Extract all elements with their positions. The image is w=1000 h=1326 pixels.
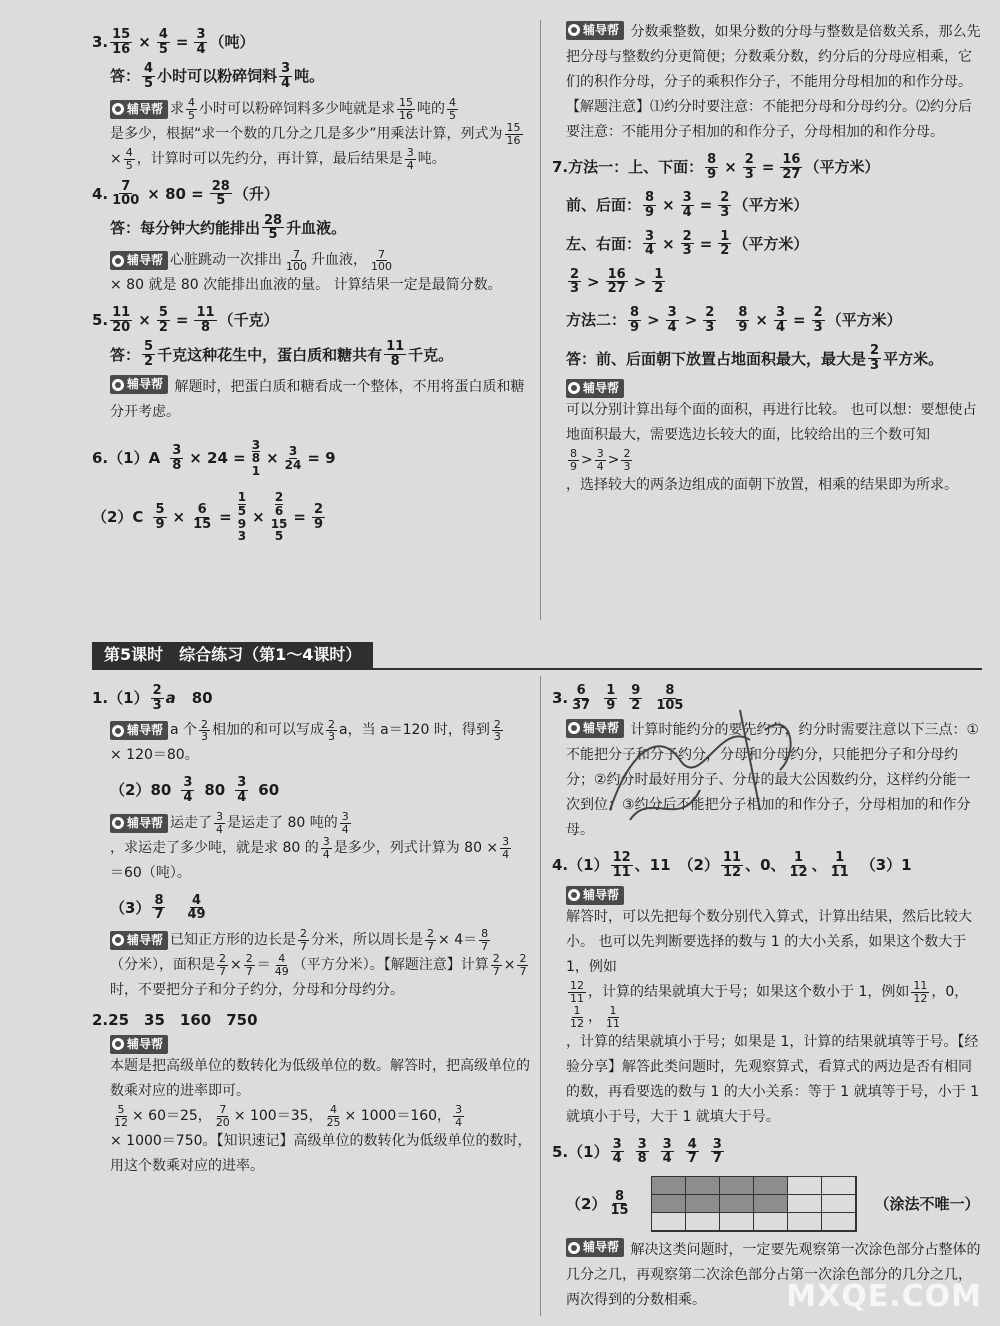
- hint-icon: [568, 722, 580, 734]
- q3-answer: 答： $\frac{4}{5}$ 小时可以粉碎饲料 $\frac{3}{4}$ 吨。: [110, 61, 325, 91]
- s1-q1-3-hint: 辅导帮 已知正方形的边长是 $\frac{2}{7}$ 分米，所以周长是 $\frac{2}{7}$ × 4＝ $\frac{8}{7}$ （分米），面积是 $\frac{2}{7}$ × $\frac{2}{7}$ ＝ $\frac{4}{49}$ （平方分米）。【解题注意】计算 $\frac{2}{7}$ × $\frac{2}{7}$ 时，不要把分子和分子约分，分母和分母约分。: [110, 927, 527, 998]
- grid-cell: [652, 1213, 686, 1231]
- section-header: [92, 640, 982, 670]
- fraction: $\frac{3}{4}$: [281, 61, 291, 91]
- s1-q1-3: （3） $\frac{8}{7}$ $\frac{4}{49}$: [110, 892, 206, 923]
- column-divider: [540, 20, 541, 620]
- column-divider-lower: [540, 676, 541, 1316]
- fraction: $\frac{15}{16}$: [112, 27, 131, 57]
- s1-q3: 3. $\frac{6}{37}$ $\frac{1}{9}$ $\frac{9}{2}$ $\frac{8}{105}$: [552, 683, 684, 713]
- s1-q1-1-hint: 辅导帮 a 个 $\frac{2}{3}$ 相加的和可以写成 $\frac{2}{3}$ a，当 a＝120 时，得到 $\frac{2}{3}$ × 120＝80。: [110, 717, 501, 764]
- fraction: $\frac{3}{4}$: [196, 27, 206, 57]
- hint-badge: 辅导帮: [110, 931, 168, 950]
- q6-part2: （2）C $\frac{5}{9}$ × $\frac{6}{15}$ = 1 5 9 3 × 2 6 15 5 = $\frac{2}{9}$: [92, 490, 324, 544]
- hint-badge: 辅导帮: [110, 100, 168, 119]
- hint-badge: 辅导帮: [566, 379, 624, 398]
- hint-badge: 辅导帮: [110, 721, 168, 740]
- q5-equation: 5. $\frac{11}{20}$ × $\frac{5}{2}$ = $\frac{11}{8}$ （千克）: [92, 305, 279, 335]
- q7-answer: 答：前、后面朝下放置占地面积最大，最大是 $\frac{2}{3}$ 平方米。: [566, 343, 944, 374]
- hint-icon: [568, 889, 580, 901]
- grid-cell: [822, 1195, 856, 1213]
- grid-cell: [754, 1213, 788, 1231]
- hint-badge: 辅导帮: [566, 719, 624, 738]
- grid-cell: [788, 1195, 822, 1213]
- grid-cell: [652, 1177, 686, 1195]
- right-bottom-column: [552, 676, 982, 1321]
- hint-icon: [568, 382, 580, 394]
- q3-hint: 辅导帮 求 $\frac{4}{5}$ 小时可以粉碎饲料多少吨就是求 $\frac{15}{16}$ 吨的 $\frac{4}{5}$ 是多少，根据“求一个数的几分之几是多少”用乘法计算，列式为 $\frac{15}{16}$ × $\frac{4}{5}$ ，计算时可以先约分，再计算，最后结果是 $\frac{3}{4}$ 吨。: [110, 96, 521, 172]
- grid-cell: [754, 1195, 788, 1213]
- fraction: $\frac{4}{5}$: [158, 27, 168, 57]
- hint-badge: 辅导帮: [566, 21, 624, 40]
- section-title: 第5课时 综合练习（第1～4课时）: [92, 642, 373, 668]
- grid-cell: [652, 1195, 686, 1213]
- grid-cell: [720, 1213, 754, 1231]
- s1-q1-1: 1.（1） $\frac{2}{3}$ a 80: [92, 683, 213, 713]
- q7-method2: 方法二： $\frac{8}{9}$ > $\frac{3}{4}$ > $\frac{2}{3}$ $\frac{8}{9}$ × $\frac{3}{4}$ = $\frac{2}{3}$ （平方米）: [566, 305, 902, 335]
- s1-q3-hint: 辅导帮 计算时能约分的要先约分，约分时需要注意以下三点：①不能把分子和分子约分，分母和分母约分，只能把分子和分母约分；②约分时最好用分子、分母的最大公因数约分，这样约分能一次到位；③约分后不能把分子相加的和作分子，分母相加的和作分母。: [566, 720, 980, 839]
- s1-q2: 2.25 35 160 750: [92, 1010, 258, 1029]
- hint-icon: [112, 934, 124, 946]
- right-top-column: [552, 20, 982, 506]
- grid-cell: [822, 1213, 856, 1231]
- q5-hint: 辅导帮 解题时，把蛋白质和糖看成一个整体，不用将蛋白质和糖分开考虑。: [110, 377, 525, 420]
- q7-compare: $\frac{2}{3}$ > $\frac{16}{27}$ > $\frac{1}{2}$: [570, 266, 664, 297]
- s1-q1-2: （2） 80 $\frac{3}{4}$ 80 $\frac{3}{4}$ 60: [110, 775, 280, 805]
- grid-cell: [788, 1177, 822, 1195]
- s1-q4: 4.（1） $\frac{12}{11}$ 、11 （2） $\frac{11}{12}$ 、0、 $\frac{1}{12}$ 、 $\frac{1}{11}$ （3）1: [552, 850, 912, 880]
- hint-badge: 辅导帮: [110, 1035, 168, 1054]
- hint-badge: 辅导帮: [110, 251, 168, 270]
- hint-icon: [112, 1038, 124, 1050]
- hint-icon: [112, 817, 124, 829]
- hint-icon: [112, 255, 124, 267]
- unit: （吨）: [209, 33, 255, 52]
- hint-icon: [112, 103, 124, 115]
- q6-part1: 6.（1）A $\frac{3}{8}$ × 24 = 3 8 1 × $\frac{3}{24}$ = 9: [92, 437, 336, 478]
- grid-cell: [754, 1177, 788, 1195]
- q6-hint: 辅导帮 分数乘整数，如果分数的分母与整数是倍数关系，那么先把分母与整数约分更简便；分数乘分数，约分后的分母应相乘，它们的积作分母，分子的乘积作分子，不能用分母相加的和作分母。【解题注意】⑴约分时要注意：不能把分母和分母约分。⑵约分后要注意：不能用分子相加的和作分子，分母相加的和作分母。: [566, 22, 981, 140]
- s1-q2-hint: 辅导帮 本题是把高级单位的数转化为低级单位的数。解答时，把高级单位的数乘对应的进率即可。 $\frac{5}{12}$ × 60＝25， $\frac{7}{20}$ × 100＝35， $\frac{4}{25}$ × 1000＝160， $\frac{3}{4}$ × 1000＝750。【知识速记】高级单位的数转化为低级单位的数时，用这个数乘对应的进率。: [110, 1036, 532, 1174]
- grid-cell: [686, 1177, 720, 1195]
- s1-q5-1: 5.（1） $\frac{3}{4}$ $\frac{3}{8}$ $\frac{3}{4}$ $\frac{4}{7}$ $\frac{3}{7}$: [552, 1136, 722, 1167]
- watermark: MXQE.COM: [786, 1279, 982, 1314]
- hint-badge: 辅导帮: [110, 814, 168, 833]
- hint-badge: 辅导帮: [566, 1238, 624, 1257]
- grid-cell: [686, 1195, 720, 1213]
- q4-equation: 4. $\frac{7}{100}$ × 80 = $\frac{28}{5}$ （升）: [92, 178, 279, 209]
- hint-icon: [568, 1242, 580, 1254]
- q4-hint: 辅导帮 心脏跳动一次排出 $\frac{7}{100}$ 升血液， $\frac{7}{100}$ × 80 就是 80 次能排出血液的量。 计算结果一定是最简分数。: [110, 247, 502, 294]
- s1-q5-2: （2） $\frac{8}{15}$ （涂法不唯一）: [566, 1176, 982, 1232]
- q7-hint: 辅导帮 可以分别计算出每个面的面积，再进行比较。 也可以想：要想使占地面积最大，需要选边长较大的面，比较给出的三个数可知 $\frac{8}{9}$ > $\frac{3}{4}$ > $\frac{2}{3}$ ，选择较大的两条边组成的面朝下放置，相乘的结果即为所求。: [566, 380, 977, 493]
- grid-cell: [720, 1195, 754, 1213]
- q7-front-back: 前、后面： $\frac{8}{9}$ × $\frac{3}{4}$ = $\frac{2}{3}$ （平方米）: [566, 190, 809, 220]
- q7-left-right: 左、右面： $\frac{3}{4}$ × $\frac{2}{3}$ = $\frac{1}{2}$ （平方米）: [566, 228, 809, 259]
- grid-cell: [720, 1177, 754, 1195]
- hint-icon: [112, 725, 124, 737]
- hint-badge: 辅导帮: [110, 375, 168, 394]
- s1-q1-2-hint: 辅导帮 运走了 $\frac{3}{4}$ 是运走了 80 吨的 $\frac{3}{4}$ ，求运走了多少吨，就是求 80 的 $\frac{3}{4}$ 是多少，列式计算为 80 × $\frac{3}{4}$ ＝60（吨）。: [110, 810, 510, 881]
- hint-icon: [112, 379, 124, 391]
- s1-q5-hint: 辅导帮 解决这类问题时，一定要先观察第一次涂色部分占整体的几分之几，再观察第二次涂色部分占第一次涂色部分的几分之几，两次得到的分数相乘。: [566, 1240, 981, 1308]
- hint-badge: 辅导帮: [566, 886, 624, 905]
- shading-grid: [651, 1176, 857, 1232]
- q7-method1-top: 7.方法一：上、下面： $\frac{8}{9}$ × $\frac{2}{3}$ = $\frac{16}{27}$ （平方米）: [552, 152, 880, 182]
- left-bottom-column: [92, 676, 532, 1187]
- q3-equation: 3. $\frac{15}{16}$ × $\frac{4}{5}$ = $\frac{3}{4}$ （吨）: [92, 27, 255, 57]
- grid-cell: [788, 1213, 822, 1231]
- q3-label: 3.: [92, 33, 109, 52]
- grid-cell: [686, 1213, 720, 1231]
- left-top-column: [92, 28, 532, 549]
- hint-icon: [568, 24, 580, 36]
- q4-answer: 答：每分钟大约能排出 $\frac{28}{5}$ 升血液。: [110, 212, 347, 243]
- q5-answer: 答： $\frac{5}{2}$ 千克这种花生中，蛋白质和糖共有 $\frac{11}{8}$ 千克。: [110, 339, 454, 370]
- section-rule: [92, 668, 982, 670]
- s1-q4-hint: 辅导帮 解答时，可以先把每个数分别代入算式，计算出结果，然后比较大小。 也可以先判断要选择的数与 1 的大小关系，如果这个数大于 1，例如 $\frac{12}{11}$ ，计算的结果就填大于号；如果这个数小于 1，例如 $\frac{11}{12}$ ，0， $\frac{1}{12}$ ， $\frac{1}{11}$ ，计算的结果就填小于号；如果是 1，计算的结果就填等于号。【经验分享】解答此类问题时，先观察算式，看算式的两边是否有相同的数，再看要选的数与 1 的大小关系：等于 1 就填等于号，小于 1 就填小于号，大于 1 就填大于号。: [566, 887, 979, 1125]
- fraction: $\frac{4}{5}$: [144, 61, 154, 91]
- grid-cell: [822, 1177, 856, 1195]
